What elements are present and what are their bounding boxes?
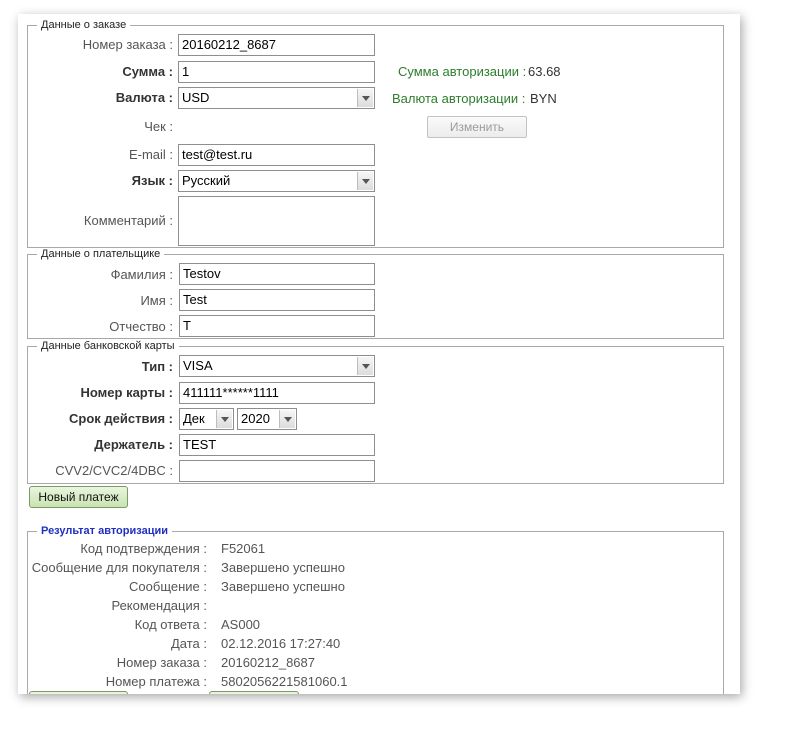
auth-sum-value: 63.68 (528, 64, 561, 79)
payer-legend: Данные о плательщике (37, 248, 164, 261)
firstname-label: Имя : (140, 293, 173, 308)
chevron-down-icon (357, 89, 373, 107)
order-legend: Данные о заказе (37, 19, 130, 32)
currency-select[interactable] (178, 87, 375, 109)
result-value-date: 02.12.2016 17:27:40 (221, 636, 341, 651)
comment-label: Комментарий : (83, 213, 173, 228)
card-number-label: Номер карты : (80, 385, 173, 400)
result-value-approval-code: F52061 (221, 541, 266, 556)
card-number-input[interactable]: 411111******1111 (179, 382, 375, 404)
patronymic-input[interactable]: T (179, 315, 375, 337)
holder-input[interactable]: TEST (179, 434, 375, 456)
chevron-down-icon (279, 410, 295, 428)
email-label: E-mail : (128, 147, 173, 162)
payer-fieldset (27, 248, 724, 339)
auth-currency-value: BYN (530, 91, 557, 106)
result-label-buyer-message: Сообщение для покупателя : (31, 560, 207, 575)
expiry-month-value: Дек (183, 411, 205, 426)
language-label: Язык : (131, 173, 173, 188)
expiry-month-select[interactable] (179, 408, 234, 430)
chevron-down-icon (357, 357, 373, 375)
auth-currency-label: Валюта авторизации : (392, 91, 526, 106)
lastname-input[interactable]: Testov (179, 263, 375, 285)
card-fieldset (27, 340, 724, 484)
expiry-label: Срок действия : (69, 411, 173, 426)
payment-form-panel (18, 14, 740, 694)
result-label-recommendation: Рекомендация : (111, 598, 207, 613)
holder-label: Держатель : (94, 437, 173, 452)
card-type-label: Тип : (141, 359, 173, 374)
cvv-label: CVV2/CVC2/4DBC : (55, 463, 173, 478)
language-select-value: Русский (182, 173, 231, 188)
change-button[interactable]: Изменить (427, 116, 527, 138)
firstname-input[interactable]: Test (179, 289, 375, 311)
order-number-label: Номер заказа : (82, 37, 173, 52)
cvv-input[interactable] (179, 460, 375, 482)
check-label: Чек : (144, 119, 173, 134)
sum-input[interactable]: 1 (178, 61, 375, 83)
result-action-button-left[interactable] (29, 691, 128, 694)
currency-label: Валюта : (115, 90, 173, 105)
result-label-date: Дата : (170, 636, 207, 651)
order-number-input[interactable]: 20160212_8687 (178, 34, 375, 56)
email-input[interactable]: test@test.ru (178, 144, 375, 166)
result-value-response-code: AS000 (221, 617, 261, 632)
language-select[interactable] (178, 170, 375, 192)
card-legend: Данные банковской карты (37, 340, 179, 353)
result-label-message: Сообщение : (129, 579, 207, 594)
chevron-down-icon (216, 410, 232, 428)
result-label-approval-code: Код подтверждения : (80, 541, 207, 556)
currency-select-value: USD (182, 90, 210, 105)
card-type-select-value: VISA (183, 358, 213, 373)
comment-textarea[interactable] (178, 196, 375, 246)
new-payment-button[interactable]: Новый платеж (29, 486, 128, 508)
result-value-buyer-message: Завершено успешно (221, 560, 345, 575)
chevron-down-icon (357, 172, 373, 190)
expiry-year-select[interactable] (237, 408, 297, 430)
result-value-order-number: 20160212_8687 (221, 655, 315, 670)
result-legend: Результат авторизации (37, 525, 172, 538)
auth-sum-label: Сумма авторизации : (398, 64, 527, 79)
lastname-label: Фамилия : (110, 267, 173, 282)
result-action-button-right[interactable] (209, 691, 299, 694)
order-fieldset (27, 19, 724, 248)
result-value-message: Завершено успешно (221, 579, 345, 594)
card-type-select[interactable] (179, 355, 375, 377)
result-label-response-code: Код ответа : (134, 617, 207, 632)
result-label-order-number: Номер заказа : (116, 655, 207, 670)
sum-label: Сумма : (122, 64, 173, 79)
patronymic-label: Отчество : (109, 319, 173, 334)
result-label-payment-number: Номер платежа : (105, 674, 207, 689)
result-fieldset (27, 525, 724, 694)
result-value-payment-number: 5802056221581060.1 (221, 674, 348, 689)
expiry-year-value: 2020 (241, 411, 270, 426)
